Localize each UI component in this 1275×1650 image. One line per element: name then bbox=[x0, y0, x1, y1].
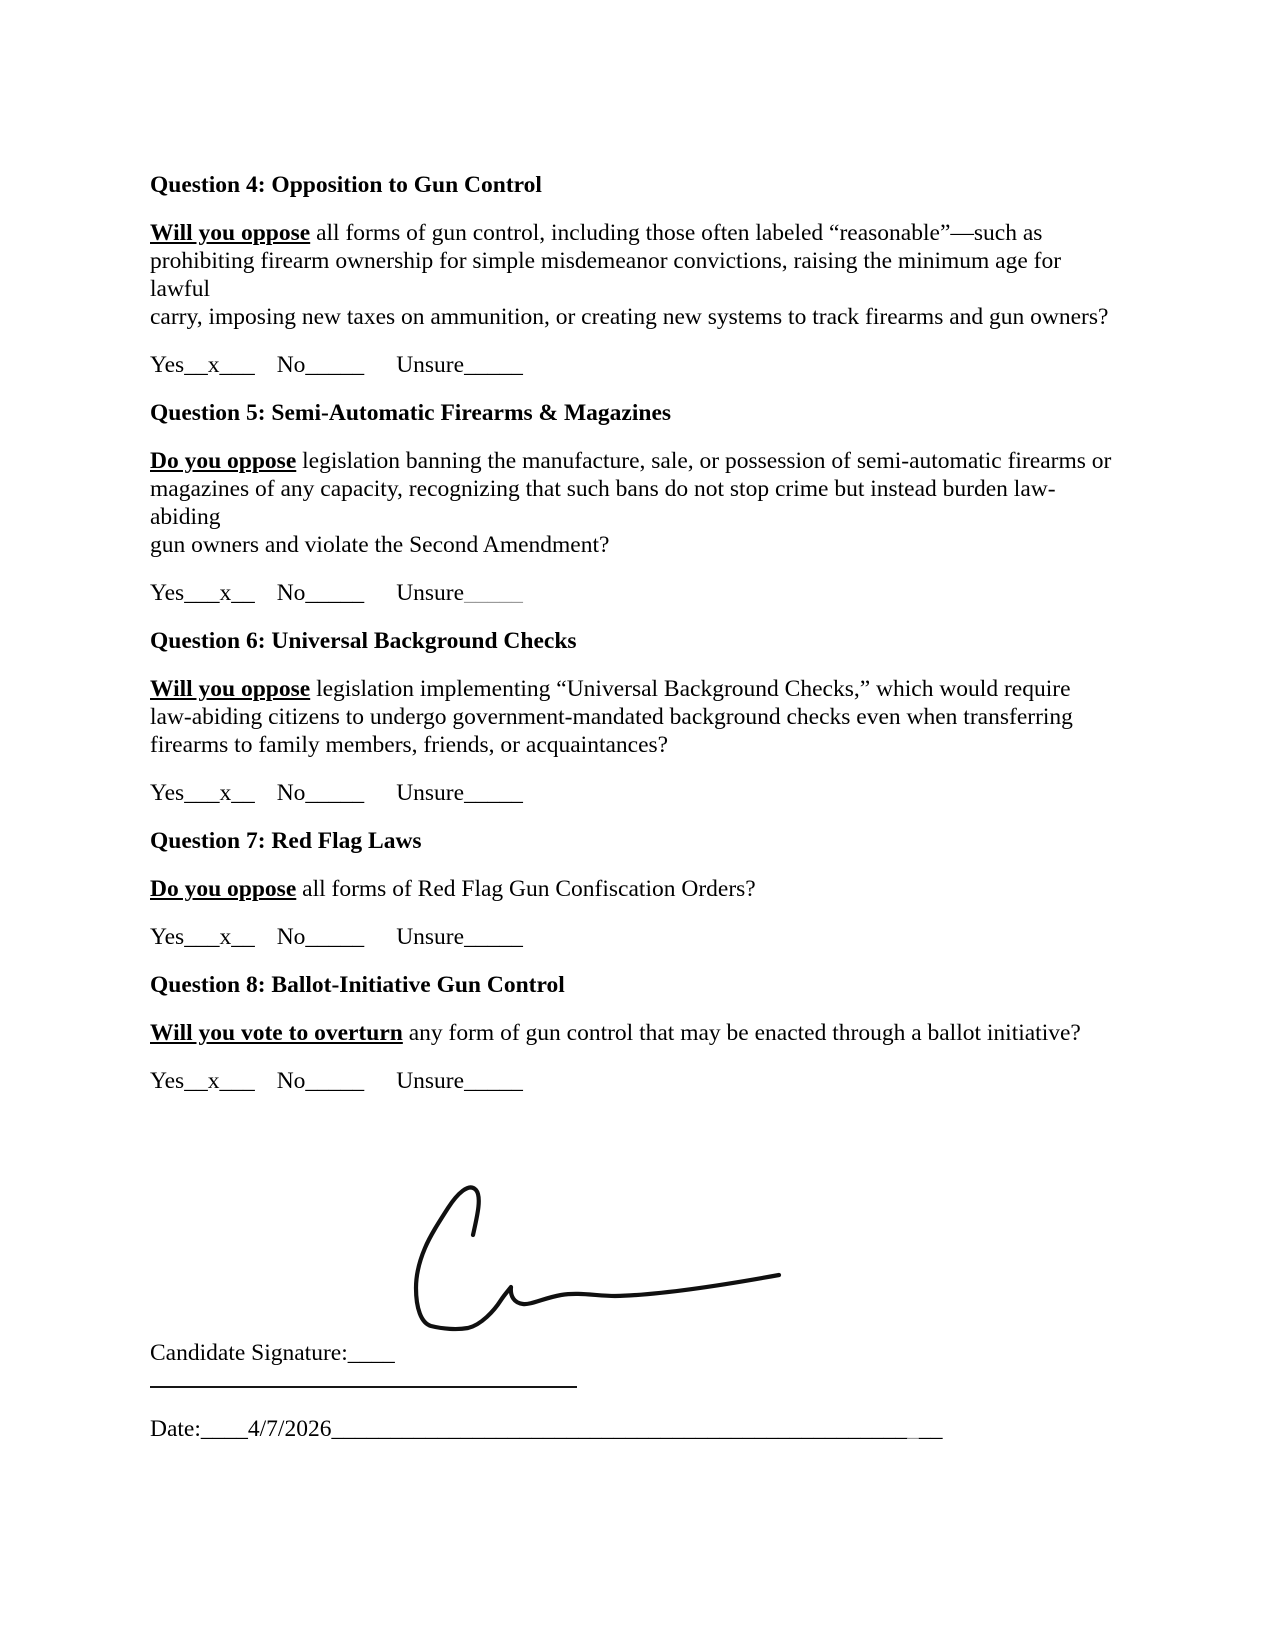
question-7-lead-phrase: Do you oppose bbox=[150, 876, 297, 902]
candidate-signature-row bbox=[150, 1339, 395, 1367]
date-blank-line: _________________________________________________ bbox=[331, 1416, 908, 1442]
question-7-prompt bbox=[150, 875, 1125, 903]
question-5-answer-row bbox=[150, 579, 1125, 607]
question-4-answer-row bbox=[150, 351, 1125, 379]
candidate-signature-label: Candidate Signature: bbox=[150, 1340, 348, 1366]
answer-unsure-label: Unsure bbox=[396, 1068, 465, 1094]
answer-unsure-blank: _____ bbox=[464, 924, 523, 950]
question-5-lead-phrase: Do you oppose bbox=[150, 448, 297, 474]
question-7-answer-row bbox=[150, 923, 1125, 951]
question-7-prompt-line1: all forms of Red Flag Gun Confiscation Orders? bbox=[296, 876, 756, 902]
question-6-prompt-line3: firearms to family members, friends, or acquaintances? bbox=[150, 732, 669, 758]
date-blank-muted-segment: _ bbox=[907, 1416, 919, 1442]
answer-unsure-blank: _____ bbox=[464, 780, 523, 806]
date-value: 4/7/2026 bbox=[247, 1416, 332, 1442]
candidate-signature-ink bbox=[413, 1184, 783, 1336]
question-4-prompt bbox=[150, 219, 1125, 331]
answer-unsure-blank: _____ bbox=[464, 1068, 523, 1094]
question-6-prompt bbox=[150, 675, 1125, 759]
question-5-prompt bbox=[150, 447, 1125, 559]
answer-unsure-label: Unsure bbox=[396, 780, 465, 806]
question-4-prompt-line3: carry, imposing new taxes on ammunition, or creating new systems to track firearms and gun owners? bbox=[150, 304, 1109, 330]
question-8-heading: Question 8: Ballot-Initiative Gun Control bbox=[150, 972, 565, 998]
answer-yes-blank: Yes___x__ bbox=[150, 580, 255, 606]
signature-stroke bbox=[416, 1187, 779, 1329]
question-5-heading: Question 5: Semi-Automatic Firearms & Magazines bbox=[150, 400, 672, 426]
answer-unsure-blank: _____ bbox=[464, 580, 523, 606]
answer-unsure-blank: _____ bbox=[464, 352, 523, 378]
question-8-answer-row bbox=[150, 1067, 1125, 1095]
question-5-prompt-line1: legislation banning the manufacture, sale, or possession of semi-automatic firearms or bbox=[296, 448, 1112, 474]
answer-yes-blank: Yes___x__ bbox=[150, 924, 255, 950]
signature-underline bbox=[150, 1386, 577, 1388]
question-4-lead-phrase: Will you oppose bbox=[150, 220, 311, 246]
question-8-lead-phrase: Will you vote to overturn bbox=[150, 1020, 403, 1046]
answer-yes-blank: Yes__x___ bbox=[150, 352, 255, 378]
question-7-heading: Question 7: Red Flag Laws bbox=[150, 828, 422, 854]
date-row bbox=[150, 1415, 942, 1443]
answer-no-blank: No_____ bbox=[276, 580, 365, 606]
date-pre-blank: ____ bbox=[200, 1416, 248, 1442]
question-4-prompt-line2: prohibiting firearm ownership for simple misdemeanor convictions, raising the minimum age for lawful bbox=[150, 248, 1062, 302]
answer-unsure-label: Unsure bbox=[396, 580, 465, 606]
answer-no-blank: No_____ bbox=[276, 780, 365, 806]
date-blank-end: __ bbox=[918, 1416, 943, 1442]
question-5-prompt-line2: magazines of any capacity, recognizing that such bans do not stop crime but instead burden law-abiding bbox=[150, 476, 1056, 530]
question-4-heading: Question 4: Opposition to Gun Control bbox=[150, 172, 542, 198]
candidate-signature-blank: ____ bbox=[347, 1340, 395, 1366]
answer-no-blank: No_____ bbox=[276, 352, 365, 378]
answer-no-blank: No_____ bbox=[276, 1068, 365, 1094]
answer-yes-blank: Yes___x__ bbox=[150, 780, 255, 806]
question-6-prompt-line2: law-abiding citizens to undergo government-mandated background checks even when transferring bbox=[150, 704, 1073, 730]
date-label: Date: bbox=[150, 1416, 201, 1442]
question-8-prompt-line1: any form of gun control that may be enacted through a ballot initiative? bbox=[402, 1020, 1081, 1046]
question-8-prompt bbox=[150, 1019, 1125, 1047]
question-6-lead-phrase: Will you oppose bbox=[150, 676, 311, 702]
answer-unsure-label: Unsure bbox=[396, 924, 465, 950]
answer-yes-blank: Yes__x___ bbox=[150, 1068, 255, 1094]
question-6-prompt-line1: legislation implementing “Universal Background Checks,” which would require bbox=[310, 676, 1071, 702]
question-5-prompt-line3: gun owners and violate the Second Amendment? bbox=[150, 532, 610, 558]
answer-no-blank: No_____ bbox=[276, 924, 365, 950]
question-6-answer-row bbox=[150, 779, 1125, 807]
question-4-prompt-line1: all forms of gun control, including those often labeled “reasonable”—such as bbox=[310, 220, 1043, 246]
answer-unsure-label: Unsure bbox=[396, 352, 465, 378]
question-6-heading: Question 6: Universal Background Checks bbox=[150, 628, 577, 654]
